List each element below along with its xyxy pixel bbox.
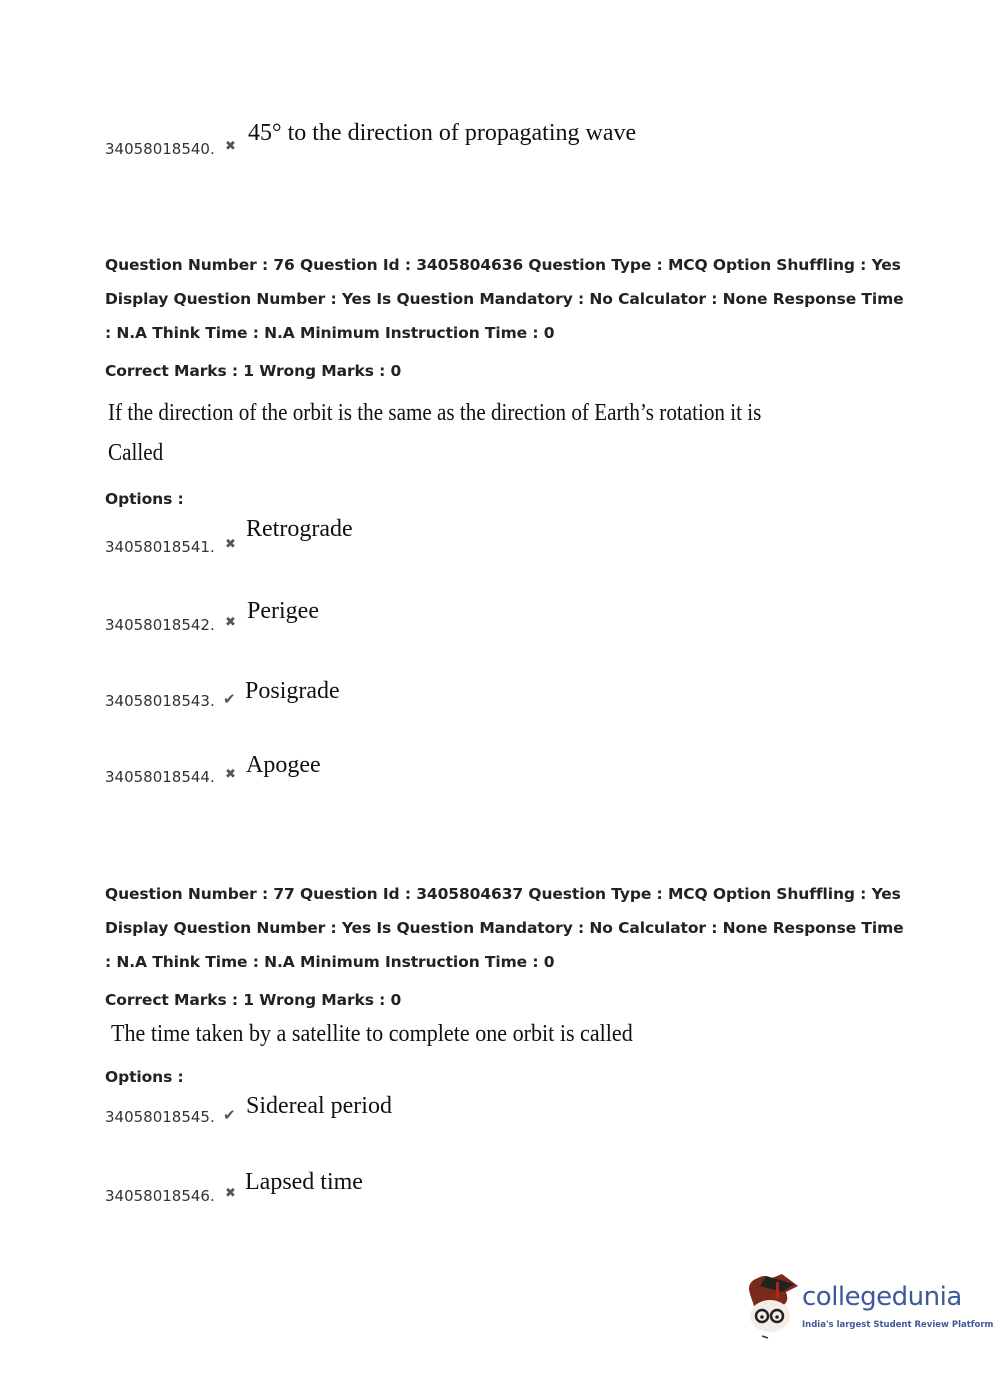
- question-text: The time taken by a satellite to complete one orbit is called: [111, 1021, 633, 1047]
- wrong-icon: ✖: [225, 767, 236, 782]
- wrong-icon: ✖: [225, 1186, 236, 1201]
- brand-tagline: India's largest Student Review Platform: [802, 1320, 994, 1330]
- marks-line: Correct Marks : 1 Wrong Marks : 0: [105, 991, 402, 1009]
- option-id: 34058018540.: [105, 140, 215, 158]
- option-id: 34058018544.: [105, 768, 215, 786]
- question-text: Called: [108, 440, 164, 466]
- question-meta-line: Display Question Number : Yes Is Question Mandatory : No Calculator : None Response Time: [105, 919, 904, 937]
- option-text: Retrograde: [246, 516, 353, 542]
- option-text: Lapsed time: [245, 1169, 363, 1195]
- option-id: 34058018545.: [105, 1108, 215, 1126]
- option-text: Apogee: [246, 752, 321, 778]
- option-id: 34058018543.: [105, 692, 215, 710]
- option-text: 45° to the direction of propagating wave: [248, 120, 637, 146]
- collegedunia-logo: [742, 1272, 994, 1342]
- wrong-icon: ✖: [225, 537, 236, 552]
- question-text: If the direction of the orbit is the same as the direction of Earth’s rotation it is: [108, 400, 762, 426]
- brand-name: collegedunia: [802, 1282, 962, 1312]
- mascot-icon: [742, 1272, 802, 1342]
- check-icon: ✔: [223, 1106, 236, 1124]
- wrong-icon: ✖: [225, 139, 236, 154]
- option-id: 34058018541.: [105, 538, 215, 556]
- option-text: Sidereal period: [246, 1093, 392, 1119]
- option-text: Posigrade: [245, 678, 340, 704]
- question-meta-line: Display Question Number : Yes Is Question Mandatory : No Calculator : None Response Time: [105, 290, 904, 308]
- options-label: Options :: [105, 490, 184, 508]
- options-label: Options :: [105, 1068, 184, 1086]
- question-meta-line: : N.A Think Time : N.A Minimum Instruction Time : 0: [105, 953, 555, 971]
- option-id: 34058018546.: [105, 1187, 215, 1205]
- question-meta-line: Question Number : 76 Question Id : 3405804636 Question Type : MCQ Option Shuffling : Yes: [105, 256, 901, 274]
- wrong-icon: ✖: [225, 615, 236, 630]
- option-id: 34058018542.: [105, 616, 215, 634]
- question-meta-line: Question Number : 77 Question Id : 3405804637 Question Type : MCQ Option Shuffling : Yes: [105, 885, 901, 903]
- option-text: Perigee: [247, 598, 319, 624]
- question-meta-line: : N.A Think Time : N.A Minimum Instruction Time : 0: [105, 324, 555, 342]
- marks-line: Correct Marks : 1 Wrong Marks : 0: [105, 362, 402, 380]
- check-icon: ✔: [223, 690, 236, 708]
